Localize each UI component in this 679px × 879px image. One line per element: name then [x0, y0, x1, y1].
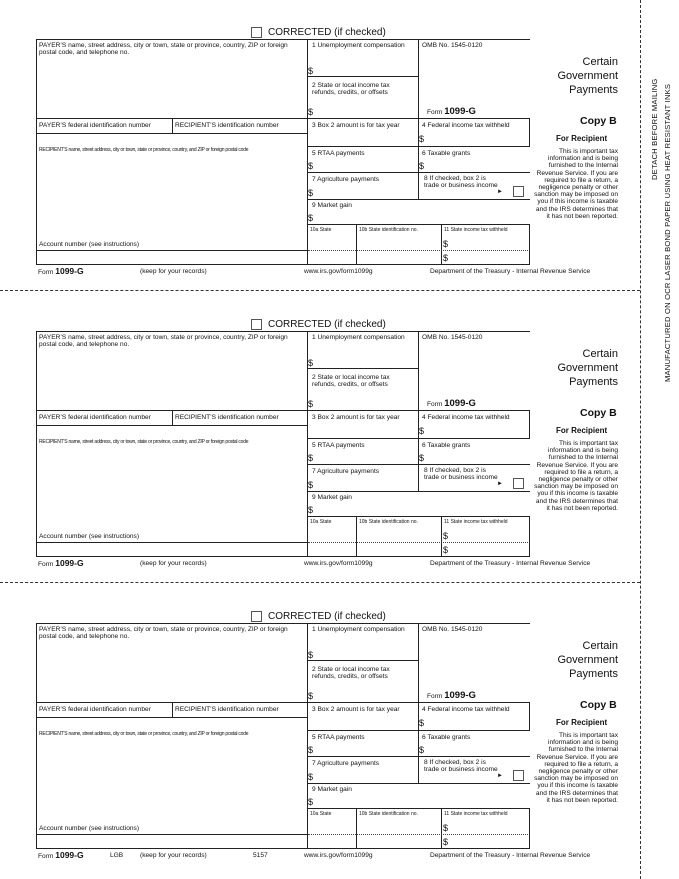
for-recipient-label: For Recipient [556, 426, 608, 435]
box10a-label: 10a State [310, 227, 332, 233]
box5-label: 5 RTAA payments [312, 442, 365, 449]
box2-label: 2 State or local income tax refunds, credits, or offsets [312, 82, 390, 97]
dept-label: Department of the Treasury - Internal Revenue Service [430, 852, 591, 859]
recipient-name-label: RECIPIENT’S name, street address, city or town, state or province, country, and ZIP or foreign postal code [39, 439, 249, 445]
box9-label: 9 Market gain [312, 786, 352, 793]
omb-number: OMB No. 1545-0120 [422, 42, 483, 49]
omb-number: OMB No. 1545-0120 [422, 626, 483, 633]
recipient-tin-label: RECIPIENT’S identification number [175, 706, 279, 713]
box8-checkbox[interactable] [513, 770, 524, 781]
dept-label: Department of the Treasury - Internal Revenue Service [430, 268, 591, 275]
omb-number: OMB No. 1545-0120 [422, 334, 483, 341]
irs-url: www.irs.gov/form1099g [304, 852, 373, 859]
payer-label: PAYER’S name, street address, city or town, state or province, country, ZIP or foreign postal code, and telephone no. [39, 334, 288, 349]
box10a-label: 10a State [310, 519, 332, 525]
form-title: Certain Government Payments [557, 640, 618, 680]
footer-number: 5157 [253, 852, 268, 859]
corrected-checkbox[interactable] [251, 319, 262, 330]
important-notice: This is important tax information and is being furnished to the Internal Revenue Service. If you are required to file a return, a negligence penalty or other sanction may be imposed on you if this income is taxable and the IRS determines that it has not been reported. [534, 148, 618, 220]
box7-label: 7 Agriculture payments [312, 468, 380, 475]
corrected-label: CORRECTED (if checked) [268, 611, 386, 622]
footer-form: Form 1099-G [38, 266, 84, 276]
box10a-label: 10a State [310, 811, 332, 817]
box6-label: 6 Taxable grants [422, 734, 471, 741]
payer-label: PAYER’S name, street address, city or town, state or province, country, ZIP or foreign postal code, and telephone no. [39, 626, 288, 641]
corrected-label: CORRECTED (if checked) [268, 27, 386, 38]
payer-tin-label: PAYER’S federal identification number [39, 706, 151, 713]
payer-label: PAYER’S name, street address, city or town, state or province, country, ZIP or foreign postal code, and telephone no. [39, 42, 288, 57]
manufacturer-notice: MANUFACTURED ON OCR LASER BOND PAPER USING HEAT RESISTANT INKS [663, 83, 672, 382]
copy-label: Copy B [580, 115, 617, 127]
box7-label: 7 Agriculture payments [312, 176, 380, 183]
footer-form: Form 1099-G [38, 558, 84, 568]
copy-label: Copy B [580, 407, 617, 419]
account-label: Account number (see instructions) [39, 533, 140, 540]
box2-label: 2 State or local income tax refunds, credits, or offsets [312, 374, 390, 389]
box11-label: 11 State income tax withheld [444, 519, 508, 525]
payer-tin-label: PAYER’S federal identification number [39, 122, 151, 129]
important-notice: This is important tax information and is being furnished to the Internal Revenue Service. If you are required to file a return, a negligence penalty or other sanction may be imposed on you if this income is taxable and the IRS determines that it has not been reported. [534, 440, 618, 512]
box11-label: 11 State income tax withheld [444, 227, 508, 233]
box2-label: 2 State or local income tax refunds, credits, or offsets [312, 666, 390, 681]
form-label: Form 1099-G [427, 106, 476, 117]
box9-label: 9 Market gain [312, 202, 352, 209]
box8-checkbox[interactable] [513, 478, 524, 489]
keep-label: (keep for your records) [140, 268, 207, 275]
recipient-name-label: RECIPIENT’S name, street address, city or town, state or province, country, and ZIP or foreign postal code [39, 147, 249, 153]
box1-label: 1 Unemployment compensation [312, 626, 405, 633]
form-label: Form 1099-G [427, 398, 476, 409]
box4-label: 4 Federal income tax withheld [422, 414, 510, 421]
corrected-label: CORRECTED (if checked) [268, 319, 386, 330]
box10b-label: 10b State identification no. [359, 519, 418, 525]
box4-label: 4 Federal income tax withheld [422, 706, 510, 713]
box3-label: 3 Box 2 amount is for tax year [312, 414, 400, 421]
box1-label: 1 Unemployment compensation [312, 42, 405, 49]
copy-label: Copy B [580, 699, 617, 711]
dept-label: Department of the Treasury - Internal Revenue Service [430, 560, 591, 567]
account-label: Account number (see instructions) [39, 825, 140, 832]
box6-label: 6 Taxable grants [422, 442, 471, 449]
footer-code: LGB [110, 852, 124, 859]
box5-label: 5 RTAA payments [312, 150, 365, 157]
account-label: Account number (see instructions) [39, 241, 140, 248]
keep-label: (keep for your records) [140, 852, 207, 859]
form-copy-3: CORRECTED (if checked) PAYER’S name, street address, city or town, state or province, country, ZIP or foreign postal code, and telephone no. 1 Unemployment compensation $ OMB No. 1545-0120 2 State or local income tax refunds, credits, or offsets $ Form 1099-G Certain Government Payments PAYER’S federal identification number RECIPIENT’S identification number 3 Box 2 amount is for tax year 4 Federal income tax withheld $ Copy B For Recipient RECIPIENT’S name, street address, city or town, state or province, country, and ZIP or foreign postal code 5 RTAA payments $ 6 Taxable grants $ 7 Agriculture payments $ 8 If checked, box 2 is trade or business income ► 9 Market gain $ 10a State 10b State identification no. 11 State income tax withheld $ $ Account number (see instructions) This is important tax information and is being furnished to the Internal Revenue Service. If you are required to file a return, a negligence penalty or other sanction may be imposed on you if this income is taxable and the IRS determines that it has not been reported. Form 1099-G LGB (keep for your records) 5157 www.irs.gov/form1099g Department of the Treasury - Internal Revenue Service [38, 611, 618, 860]
box7-label: 7 Agriculture payments [312, 760, 380, 767]
irs-url: www.irs.gov/form1099g [304, 268, 373, 275]
box1-label: 1 Unemployment compensation [312, 334, 405, 341]
box10b-label: 10b State identification no. [359, 811, 418, 817]
detach-notice: DETACH BEFORE MAILING [650, 78, 659, 180]
payer-tin-label: PAYER’S federal identification number [39, 414, 151, 421]
box4-label: 4 Federal income tax withheld [422, 122, 510, 129]
recipient-tin-label: RECIPIENT’S identification number [175, 414, 279, 421]
irs-url: www.irs.gov/form1099g [304, 560, 373, 567]
footer-form: Form 1099-G [38, 850, 84, 860]
cut-line-1 [0, 290, 640, 291]
box8-checkbox[interactable] [513, 186, 524, 197]
recipient-tin-label: RECIPIENT’S identification number [175, 122, 279, 129]
keep-label: (keep for your records) [140, 560, 207, 567]
box3-label: 3 Box 2 amount is for tax year [312, 122, 400, 129]
box6-label: 6 Taxable grants [422, 150, 471, 157]
box3-label: 3 Box 2 amount is for tax year [312, 706, 400, 713]
corrected-checkbox[interactable] [251, 611, 262, 622]
box11-label: 11 State income tax withheld [444, 811, 508, 817]
box9-label: 9 Market gain [312, 494, 352, 501]
form-label: Form 1099-G [427, 690, 476, 701]
important-notice: This is important tax information and is being furnished to the Internal Revenue Service. If you are required to file a return, a negligence penalty or other sanction may be imposed on you if this income is taxable and the IRS determines that it has not been reported. [534, 732, 618, 804]
cut-line-2 [0, 582, 640, 583]
form-copy-1: CORRECTED (if checked) PAYER’S name, street address, city or town, state or province, country, ZIP or foreign postal code, and telephone no. 1 Unemployment compensation $ OMB No. 1545-0120 2 State or local income tax refunds, credits, or offsets $ Form 1099-G Certain Government Payments PAYER’S federal identification number RECIPIENT’S identification number 3 Box 2 amount is for tax year 4 Federal income tax withheld $ Copy B For Recipient RECIPIENT’S name, street address, city or town, state or province, country, and ZIP or foreign postal code 5 RTAA payments $ 6 Taxable grants $ 7 Agriculture payments $ 8 If checked, box 2 is trade or business income ► 9 Market gain $ 10a State 10b State identification no. 11 State income tax withheld $ $ Account number (see instructions) This is important tax information and is being furnished to the Internal Revenue Service. If you are required to file a return, a negligence penalty or other sanction may be imposed on you if this income is taxable and the IRS determines that it has not been reported. Form 1099-G (keep for your records) www.irs.gov/form1099g Department of the Treasury - Internal Revenue Service [38, 27, 618, 276]
for-recipient-label: For Recipient [556, 718, 608, 727]
box8-label: 8 If checked, box 2 is trade or business income [424, 175, 498, 190]
for-recipient-label: For Recipient [556, 134, 608, 143]
vertical-perforation [640, 0, 641, 879]
box8-label: 8 If checked, box 2 is trade or business income [424, 759, 498, 774]
form-copy-2: CORRECTED (if checked) PAYER’S name, street address, city or town, state or province, country, ZIP or foreign postal code, and telephone no. 1 Unemployment compensation $ OMB No. 1545-0120 2 State or local income tax refunds, credits, or offsets $ Form 1099-G Certain Government Payments PAYER’S federal identification number RECIPIENT’S identification number 3 Box 2 amount is for tax year 4 Federal income tax withheld $ Copy B For Recipient RECIPIENT’S name, street address, city or town, state or province, country, and ZIP or foreign postal code 5 RTAA payments $ 6 Taxable grants $ 7 Agriculture payments $ 8 If checked, box 2 is trade or business income ► 9 Market gain $ 10a State 10b State identification no. 11 State income tax withheld $ $ Account number (see instructions) This is important tax information and is being furnished to the Internal Revenue Service. If you are required to file a return, a negligence penalty or other sanction may be imposed on you if this income is taxable and the IRS determines that it has not been reported. Form 1099-G (keep for your records) www.irs.gov/form1099g Department of the Treasury - Internal Revenue Service [38, 319, 618, 568]
form-title: Certain Government Payments [557, 56, 618, 96]
corrected-checkbox[interactable] [251, 27, 262, 38]
box5-label: 5 RTAA payments [312, 734, 365, 741]
recipient-name-label: RECIPIENT’S name, street address, city or town, state or province, country, and ZIP or foreign postal code [39, 731, 249, 737]
form-title: Certain Government Payments [557, 348, 618, 388]
box10b-label: 10b State identification no. [359, 227, 418, 233]
box8-label: 8 If checked, box 2 is trade or business income [424, 467, 498, 482]
